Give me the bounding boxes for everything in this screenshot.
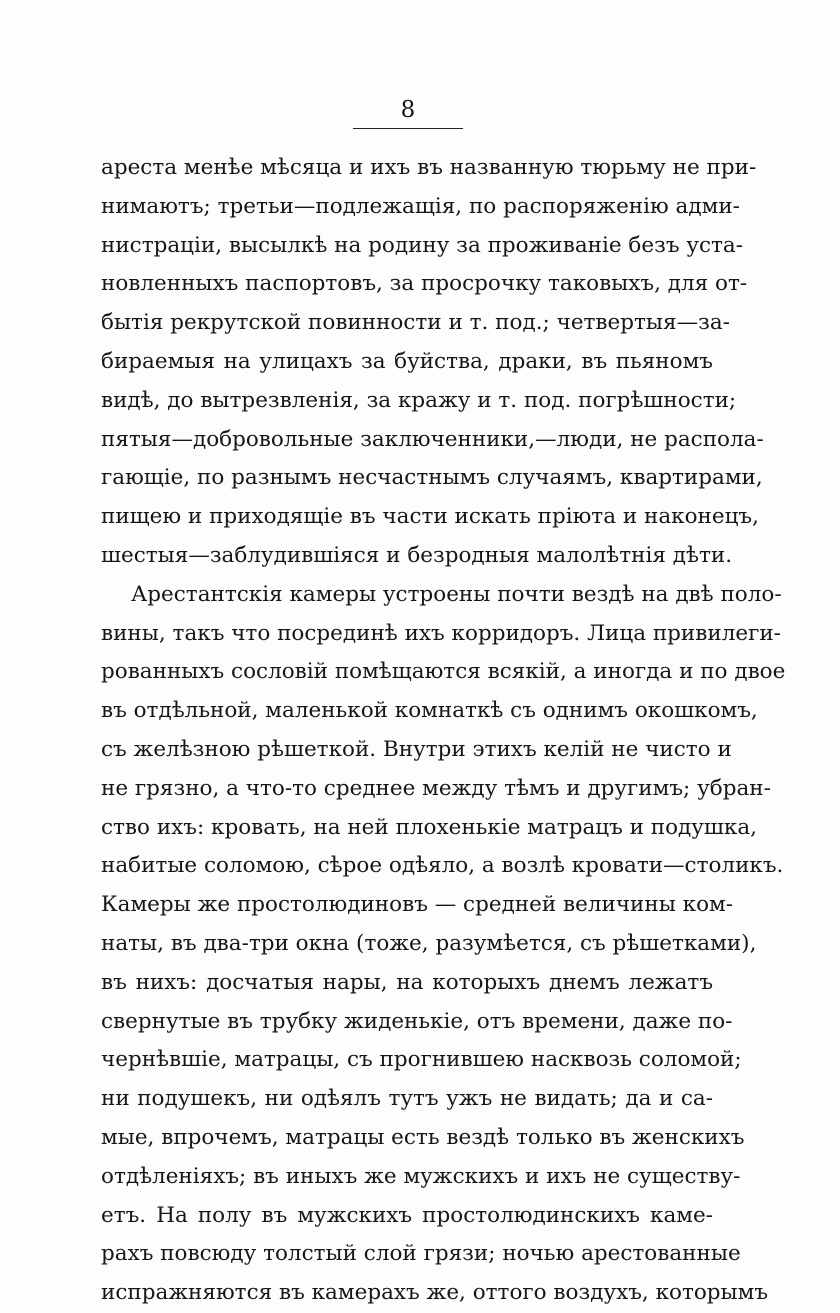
- text-line: гающіе, по разнымъ несчастнымъ случаямъ, квартирами,: [101, 465, 763, 491]
- text-line: свернутые въ трубку жиденькіе, отъ времени, даже по-: [101, 1008, 733, 1034]
- text-line: етъ. На полу въ мужскихъ простолюдинскихъ каме-: [101, 1202, 713, 1228]
- text-line: въ нихъ: досчатыя нары, на которыхъ днемъ лежатъ: [101, 969, 713, 995]
- header-rule: [353, 128, 463, 129]
- text-line: не грязно, а что-то среднее между тѣмъ и другимъ; убран-: [101, 775, 771, 801]
- text-line: чернѣвшіе, матрацы, съ прогнившею насквозь соломой;: [101, 1047, 742, 1073]
- text-line: ство ихъ: кровать, на ней плохенькіе матрацъ и подушка,: [101, 814, 758, 840]
- body-text: [101, 149, 786, 1313]
- text-line: набитые соломою, сѣрое одѣяло, а возлѣ кровати—столикъ.: [101, 853, 784, 879]
- paragraph-first-line: Арестантскія камеры устроены почти вездѣ на двѣ поло-: [131, 581, 782, 607]
- text-line: мые, впрочемъ, матрацы есть вездѣ только въ женскихъ: [101, 1124, 745, 1150]
- text-line: пятыя—добровольные заключенники,—люди, не распола-: [101, 426, 764, 452]
- text-line: новленныхъ паспортовъ, за просрочку таковыхъ, для от-: [101, 271, 748, 297]
- text-line: отдѣленіяхъ; въ иныхъ же мужскихъ и ихъ не существу-: [101, 1163, 741, 1189]
- text-line: съ желѣзною рѣшеткой. Внутри этихъ келій не чисто и: [101, 736, 732, 762]
- text-line: испражняются въ камерахъ же, оттого воздухъ, которымъ: [101, 1280, 769, 1306]
- text-line: бираемыя на улицахъ за буйства, драки, въ пьяномъ: [101, 348, 713, 374]
- page-number: 8: [400, 97, 416, 123]
- text-line: наты, въ два-три окна (тоже, разумѣется, съ рѣшетками),: [101, 930, 757, 956]
- text-line: нистраціи, высылкѣ на родину за проживаніе безъ уста-: [101, 232, 743, 258]
- text-line: вины, такъ что посрединѣ ихъ корридоръ. Лица привилеги-: [101, 620, 781, 646]
- text-line: пищею и приходящіе въ части искать пріюта и наконецъ,: [101, 504, 759, 530]
- page-header: [353, 98, 463, 132]
- text-line: Камеры же простолюдиновъ — средней величины ком-: [101, 892, 734, 918]
- text-line: ареста менѣе мѣсяца и ихъ въ названную тюрьму не при-: [101, 155, 757, 180]
- text-line: въ отдѣльной, маленькой комнаткѣ съ однимъ окошкомъ,: [101, 698, 758, 724]
- paragraph-end-line: шестыя—заблудившіяся и безродныя малолѣтнія дѣти.: [101, 542, 733, 568]
- text-line: рованныхъ сословій помѣщаются всякій, а иногда и по двое: [101, 659, 786, 685]
- text-line: ни подушекъ, ни одѣялъ тутъ ужъ не видать; да и са-: [101, 1086, 713, 1112]
- text-line: видѣ, до вытрезвленія, за кражу и т. под. погрѣшности;: [101, 387, 737, 413]
- text-line: рахъ повсюду толстый слой грязи; ночью арестованные: [101, 1241, 741, 1267]
- text-line: бытія рекрутской повинности и т. под.; четвертыя—за-: [101, 310, 730, 336]
- text-line: нимаютъ; третьи—подлежащія, по распоряженію адми-: [101, 193, 740, 219]
